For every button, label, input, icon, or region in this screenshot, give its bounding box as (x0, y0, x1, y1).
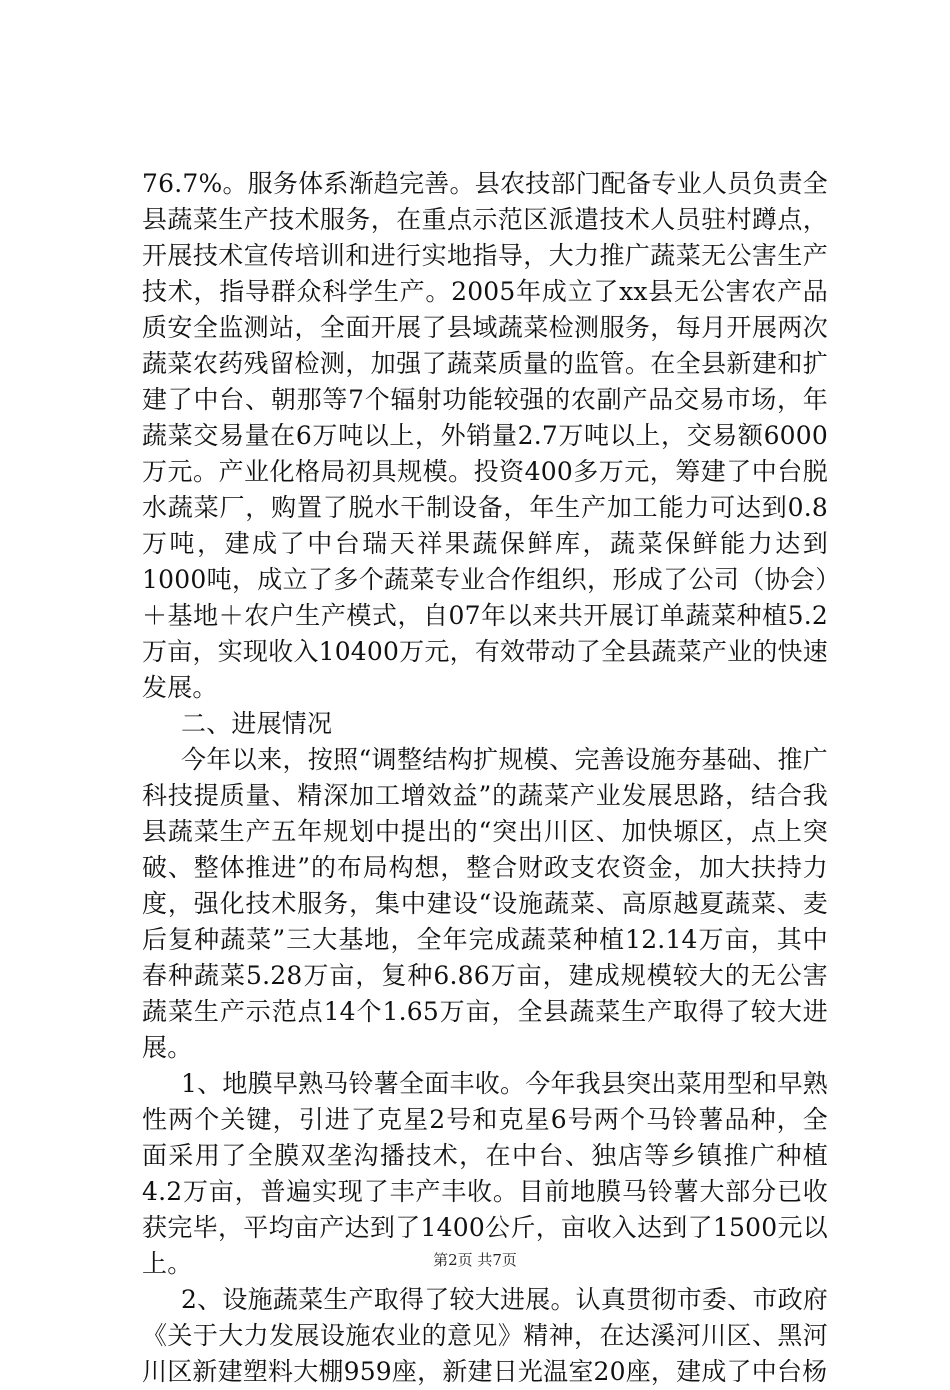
paragraph-facility-vegetables: 2、设施蔬菜生产取得了较大进展。认真贯彻市委、市政府《关于大力发展设施农业的意见》精神，在达溪河川区、黑河川区新建塑料大棚959座，新建日光温室20座，建成了中台杨 (142, 1285, 828, 1386)
paragraph-progress-overview: 今年以来，按照“调整结构扩规模、完善设施夯基础、推广科技提质量、精深加工增效益”的蔬菜产业发展思路，结合我县蔬菜生产五年规划中提出的“突出川区、加快塬区，点上突破、整体推进”的布局构想，整合财政支农资金，加大扶持力度，强化技术服务，集中建设“设施蔬菜、高原越夏蔬菜、麦后复种蔬菜”三大基地，全年完成蔬菜种植12.14万亩，其中春种蔬菜5.28万亩，复种6.86万亩，建成规模较大的无公害蔬菜生产示范点14个1.65万亩，全县蔬菜生产取得了较大进展。 (142, 745, 828, 1062)
document-body (142, 166, 828, 1390)
page-footer: 第2页 共7页 (433, 1251, 517, 1269)
paragraph-potato-harvest: 1、地膜早熟马铃薯全面丰收。今年我县突出菜用型和早熟性两个关键，引进了克星2号和克星6号两个马铃薯品种，全面采用了全膜双垄沟播技术，在中台、独店等乡镇推广种植4.2万亩，普遍实现了丰产丰收。目前地膜马铃薯大部分已收获完毕，平均亩产达到了1400公斤，亩收入达到了1500元以上。 (142, 1069, 828, 1278)
section-heading-progress: 二、进展情况 (181, 709, 333, 738)
paragraph-service-system: 76.7%。服务体系渐趋完善。县农技部门配备专业人员负责全县蔬菜生产技术服务，在重点示范区派遣技术人员驻村蹲点，开展技术宣传培训和进行实地指导，大力推广蔬菜无公害生产技术，指导群众科学生产。2005年成立了xx县无公害农产品质安全监测站，全面开展了县域蔬菜检测服务，每月开展两次蔬菜农药残留检测，加强了蔬菜质量的监管。在全县新建和扩建了中台、朝那等7个辐射功能较强的农副产品交易市场，年蔬菜交易量在6万吨以上，外销量2.7万吨以上，交易额6000万元。产业化格局初具规模。投资400多万元，筹建了中台脱水蔬菜厂，购置了脱水干制设备，年生产加工能力可达到0.8万吨，建成了中台瑞天祥果蔬保鲜库，蔬菜保鲜能力达到1000吨，成立了多个蔬菜专业合作组织，形成了公司（协会）＋基地＋农户生产模式，自07年以来共开展订单蔬菜种植5.2万亩，实现收入10400万元，有效带动了全县蔬菜产业的快速发展。 (142, 169, 828, 702)
